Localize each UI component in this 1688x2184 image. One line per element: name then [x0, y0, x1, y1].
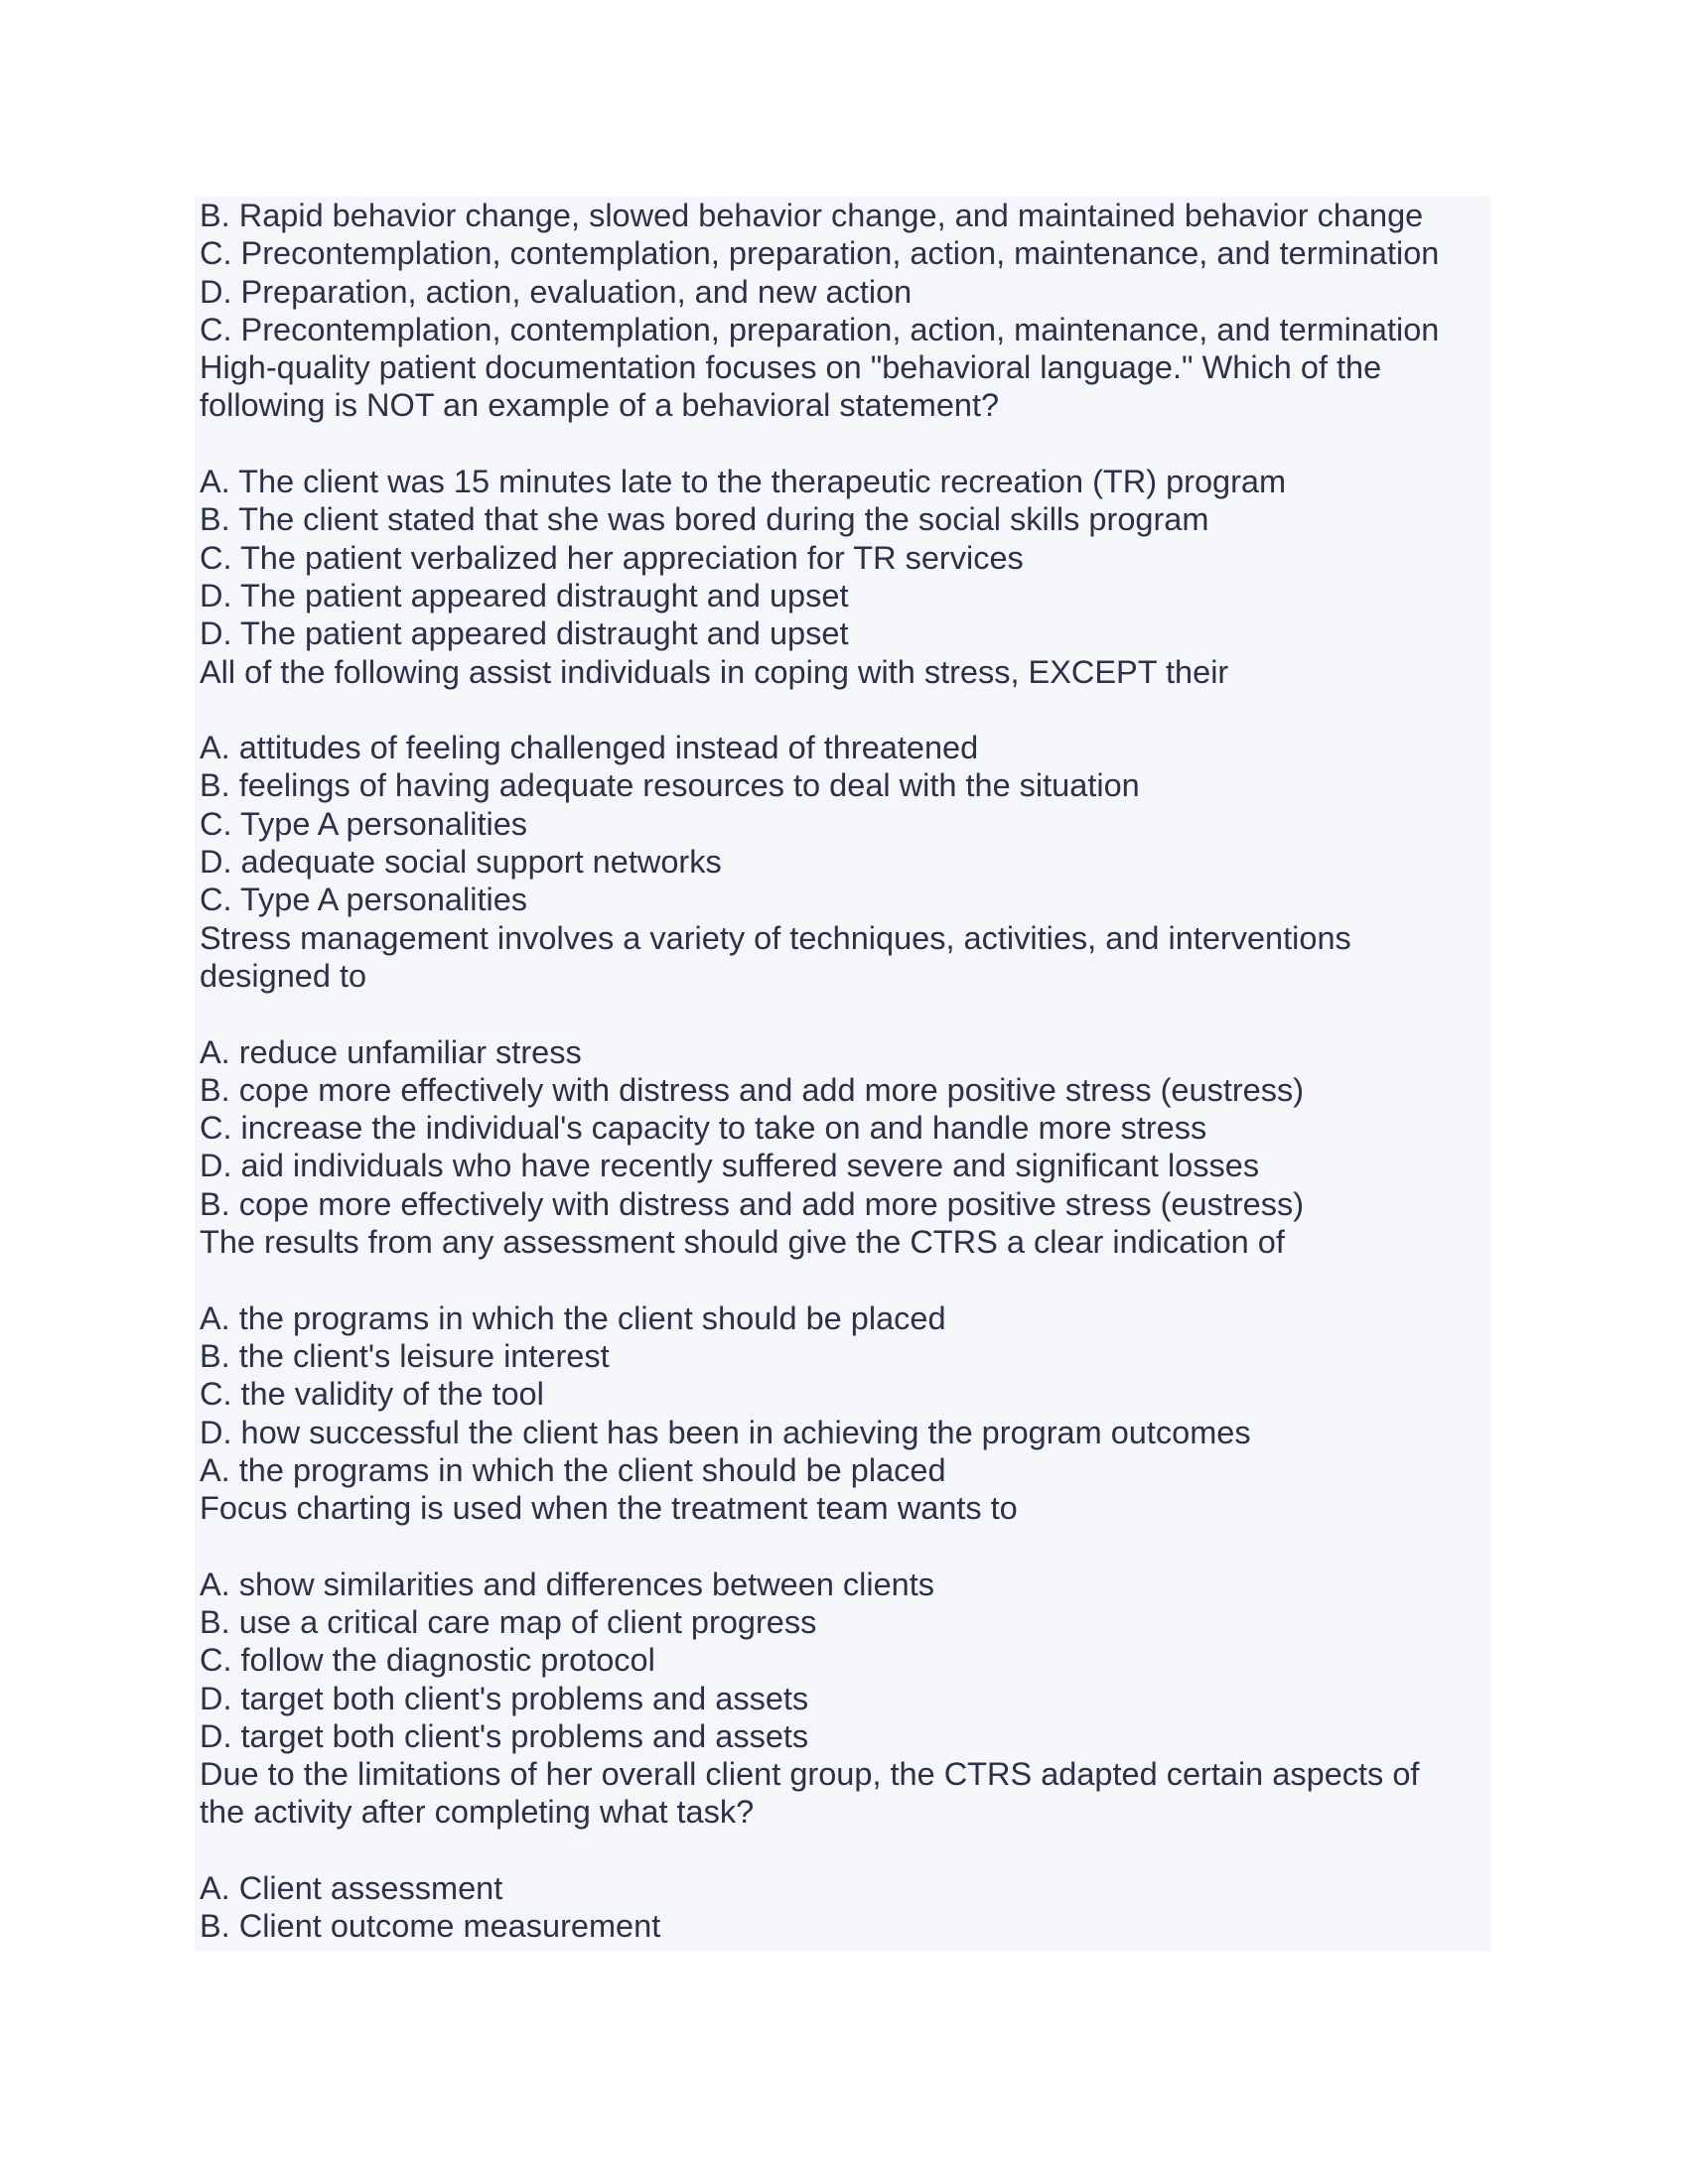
text-line: D. The patient appeared distraught and upset	[200, 615, 849, 652]
text-line: A. reduce unfamiliar stress	[200, 1033, 582, 1070]
text-line: A. show similarities and differences between clients	[200, 1566, 935, 1602]
text-line: C. Type A personalities	[200, 805, 528, 842]
text-line: C. Precontemplation, contemplation, preparation, action, maintenance, and termination	[200, 311, 1440, 347]
text-line: D. how successful the client has been in achieving the program outcomes	[200, 1414, 1251, 1450]
text-line: C. The patient verbalized her appreciation for TR services	[200, 539, 1024, 576]
text-line: C. Precontemplation, contemplation, preparation, action, maintenance, and termination	[200, 235, 1440, 272]
text-line: A. the programs in which the client should be placed	[200, 1451, 946, 1488]
blank-line	[200, 1261, 1439, 1298]
text-line: A. attitudes of feeling challenged instead of threatened	[200, 730, 979, 766]
blank-line	[200, 691, 1439, 729]
text-line: A. the programs in which the client should be placed	[200, 1299, 946, 1336]
text-line: D. target both client's problems and assets	[200, 1717, 809, 1754]
blank-line	[200, 425, 1439, 463]
text-line: D. Preparation, action, evaluation, and new action	[200, 273, 913, 310]
text-line: the activity after completing what task?	[200, 1794, 755, 1831]
text-line: Stress management involves a variety of techniques, activities, and interventions	[200, 919, 1351, 956]
text-line: D. The patient appeared distraught and upset	[200, 577, 849, 614]
text-line: D. target both client's problems and assets	[200, 1680, 809, 1716]
text-line: B. Rapid behavior change, slowed behavior change, and maintained behavior change	[200, 198, 1424, 233]
text-line: C. the validity of the tool	[200, 1376, 544, 1413]
text-line: B. cope more effectively with distress and add more positive stress (eustress)	[200, 1071, 1305, 1108]
text-line: High-quality patient documentation focuses on "behavioral language." Which of the	[200, 349, 1382, 386]
text-line: All of the following assist individuals in coping with stress, EXCEPT their	[200, 653, 1229, 690]
text-line: B. feelings of having adequate resources to deal with the situation	[200, 767, 1140, 804]
text-line: Focus charting is used when the treatment team wants to	[200, 1490, 1018, 1527]
text-line: The results from any assessment should give the CTRS a clear indication of	[200, 1224, 1285, 1261]
text-line: B. The client stated that she was bored during the social skills program	[200, 501, 1209, 538]
text-line: D. aid individuals who have recently suffered severe and significant losses	[200, 1148, 1260, 1184]
text-line: designed to	[200, 957, 367, 994]
text-line: Due to the limitations of her overall client group, the CTRS adapted certain aspects of	[200, 1756, 1420, 1793]
text-line: B. cope more effectively with distress and add more positive stress (eustress)	[200, 1185, 1305, 1222]
blank-line	[200, 1527, 1439, 1565]
text-line: following is NOT an example of a behavioral statement?	[200, 387, 1000, 424]
text-line: B. Client outcome measurement	[200, 1908, 661, 1945]
text-line: C. Type A personalities	[200, 882, 528, 918]
text-line: A. Client assessment	[200, 1870, 503, 1907]
text-line: A. The client was 15 minutes late to the therapeutic recreation (TR) program	[200, 464, 1287, 500]
blank-line	[200, 995, 1439, 1032]
text-line: B. the client's leisure interest	[200, 1337, 610, 1374]
document-text-block	[195, 197, 1490, 1952]
document-lines	[200, 197, 1439, 1946]
text-line: C. increase the individual's capacity to take on and handle more stress	[200, 1110, 1207, 1147]
text-line: B. use a critical care map of client progress	[200, 1603, 817, 1640]
text-line: D. adequate social support networks	[200, 844, 722, 881]
blank-line	[200, 1832, 1439, 1869]
text-line: C. follow the diagnostic protocol	[200, 1642, 655, 1679]
